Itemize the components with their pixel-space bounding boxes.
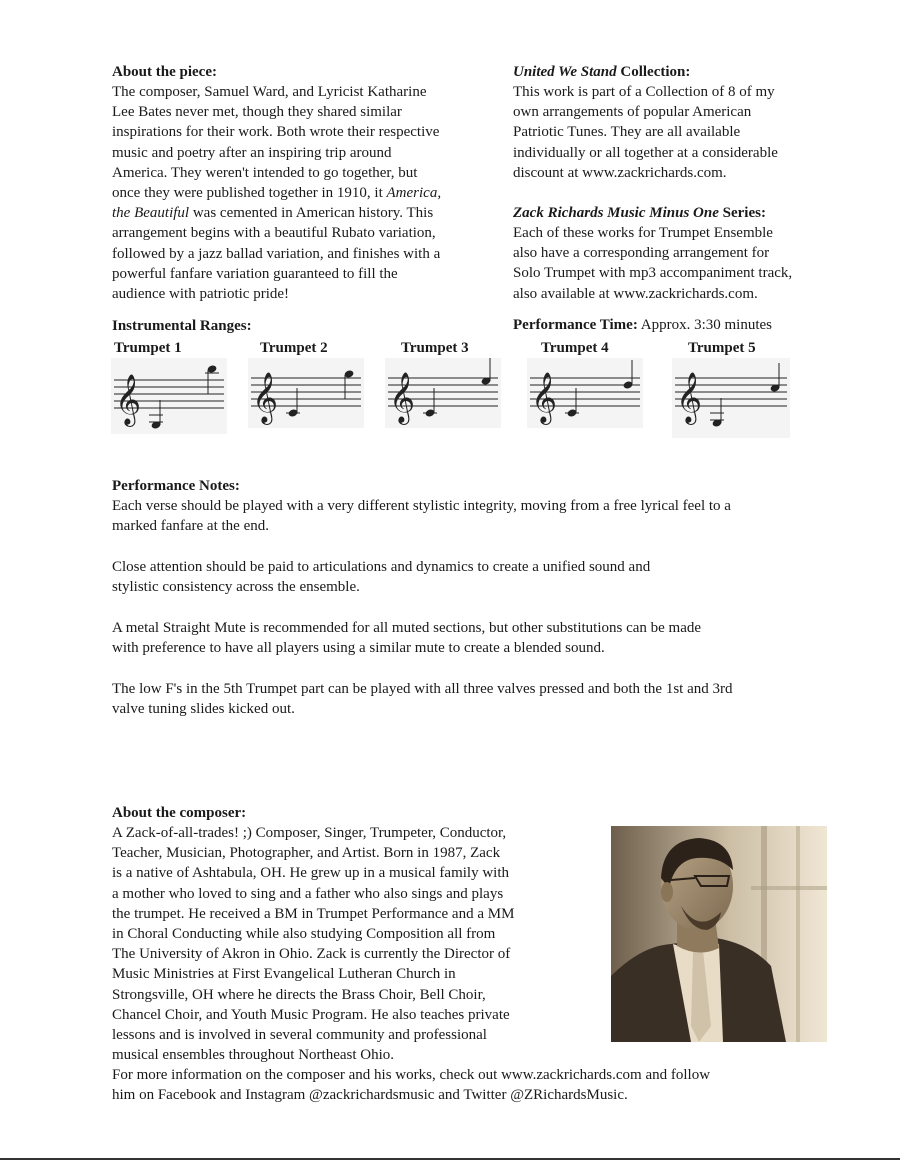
composer-line: Teacher, Musician, Photographer, and Artist. Born in 1987, Zack bbox=[112, 845, 501, 862]
composer-line: musical ensembles throughout Northeast Ohio. bbox=[112, 1047, 395, 1064]
collection-line: individually or all together at a considerable bbox=[513, 144, 778, 161]
composer-line: is a native of Ashtabula, OH. He grew up in a musical family with bbox=[112, 865, 509, 882]
performance-note-line: The low F's in the 5th Trumpet part can be played with all three valves pressed and both the 1st and 3rd bbox=[112, 680, 733, 697]
trumpet-2-label: Trumpet 2 bbox=[260, 340, 328, 356]
trumpet-4-label: Trumpet 4 bbox=[541, 340, 609, 356]
collection-line: This work is part of a Collection of 8 of my bbox=[513, 84, 775, 100]
about-piece-line: arrangement begins with a beautiful Rubato variation, bbox=[112, 225, 436, 242]
performance-note bbox=[112, 679, 872, 719]
svg-text:𝄞: 𝄞 bbox=[676, 372, 703, 423]
performance-note-line: valve tuning slides kicked out. bbox=[112, 700, 295, 717]
svg-text:𝄞: 𝄞 bbox=[115, 374, 142, 425]
performance-note-line: stylistic consistency across the ensemble. bbox=[112, 579, 360, 596]
composer-line: Chancel Choir, and Youth Music Program. He also teaches private bbox=[112, 1006, 510, 1023]
composer-line: The University of Akron in Ohio. Zack is currently the Director of bbox=[112, 946, 511, 963]
trumpet-5-label: Trumpet 5 bbox=[688, 340, 756, 356]
song-title: the Beautiful bbox=[112, 205, 190, 222]
about-piece-text: once they were published together in 1910, it bbox=[112, 185, 387, 202]
composer-line: the trumpet. He received a BM in Trumpet Performance and a MM bbox=[112, 905, 515, 922]
about-piece-line: inspirations for their work. Both wrote their respective bbox=[112, 124, 440, 141]
song-title: America, bbox=[386, 185, 442, 202]
performance-note-line: Each verse should be played with a very different stylistic integrity, moving from a free lyrical feel to a bbox=[112, 498, 731, 514]
trumpet-5-range-staff bbox=[672, 358, 790, 438]
composer-line: Music Ministries at First Evangelical Lutheran Church in bbox=[112, 966, 456, 983]
series-line: also available at www.zackrichards.com. bbox=[513, 285, 758, 302]
ranges-heading: Instrumental Ranges: bbox=[112, 318, 252, 335]
collection-title: United We Stand bbox=[513, 64, 617, 80]
series-line: Each of these works for Trumpet Ensemble bbox=[513, 225, 773, 242]
composer-line: in Choral Conducting while also studying Composition all from bbox=[112, 926, 496, 943]
composer-footer-line: him on Facebook and Instagram @zackrichardsmusic and Twitter @ZRichardsMusic. bbox=[112, 1087, 628, 1104]
collection-heading bbox=[513, 62, 843, 82]
trumpet-1-range-staff bbox=[111, 358, 227, 434]
performance-note-line: Close attention should be paid to articulations and dynamics to create a unified sound and bbox=[112, 558, 651, 575]
performance-note-line: with preference to have all players using a similar mute to create a blended sound. bbox=[112, 640, 605, 657]
collection-heading-rest: Collection: bbox=[616, 64, 691, 80]
series-line: Solo Trumpet with mp3 accompaniment track, bbox=[513, 265, 793, 282]
about-piece-line: audience with patriotic pride! bbox=[112, 286, 290, 303]
about-piece-line: music and poetry after an inspiring trip around bbox=[112, 144, 392, 161]
collection-line: Patriotic Tunes. They are all available bbox=[513, 124, 741, 141]
performance-time bbox=[513, 315, 843, 335]
collection-section bbox=[513, 62, 843, 335]
series-heading-rest: Series: bbox=[718, 205, 766, 222]
about-piece-line: followed by a jazz ballad variation, and finishes with a bbox=[112, 245, 441, 262]
about-piece-line: Lee Bates never met, though they shared similar bbox=[112, 104, 402, 121]
composer-line: lessons and is involved in several community and professional bbox=[112, 1027, 487, 1044]
collection-line: own arrangements of popular American bbox=[513, 104, 752, 121]
about-composer-section bbox=[112, 803, 592, 1065]
performance-note bbox=[112, 557, 872, 597]
performance-time-label: Performance Time: bbox=[513, 316, 638, 333]
about-piece-heading: About the piece: bbox=[112, 64, 217, 80]
composer-footer-line: For more information on the composer and his works, check out www.zackrichards.com and follow bbox=[112, 1067, 711, 1083]
composer-footer bbox=[112, 1065, 872, 1105]
series-title: Zack Richards Music Minus One bbox=[513, 205, 719, 222]
trumpet-2-range-staff bbox=[248, 358, 364, 428]
performance-note-line: A metal Straight Mute is recommended for all muted sections, but other substitutions can be made bbox=[112, 619, 702, 636]
trumpet-1-label: Trumpet 1 bbox=[114, 340, 182, 356]
svg-text:𝄞: 𝄞 bbox=[531, 372, 558, 423]
performance-note-line: marked fanfare at the end. bbox=[112, 518, 269, 535]
performance-note bbox=[112, 618, 872, 658]
performance-note bbox=[112, 496, 872, 536]
composer-photo bbox=[611, 826, 827, 1042]
svg-text:𝄞: 𝄞 bbox=[252, 372, 279, 423]
about-piece-line: America. They weren't intended to go together, but bbox=[112, 164, 418, 181]
about-composer-heading: About the composer: bbox=[112, 805, 247, 821]
trumpet-3-label: Trumpet 3 bbox=[401, 340, 469, 356]
composer-line: a mother who loved to sing and a father who also sings and plays bbox=[112, 885, 504, 902]
trumpet-4-range-staff bbox=[527, 358, 643, 428]
about-piece-line bbox=[112, 203, 504, 223]
performance-notes-heading: Performance Notes: bbox=[112, 478, 240, 494]
series-line: also have a corresponding arrangement for bbox=[513, 245, 770, 262]
series-heading bbox=[513, 203, 843, 223]
about-piece-text: was cemented in American history. This bbox=[189, 205, 434, 222]
page-bottom-rule bbox=[0, 1158, 900, 1160]
performance-time-value: Approx. 3:30 minutes bbox=[637, 316, 772, 333]
composer-line: Strongsville, OH where he directs the Brass Choir, Bell Choir, bbox=[112, 986, 486, 1003]
composer-line: A Zack-of-all-trades! ;) Composer, Singer, Trumpeter, Conductor, bbox=[112, 825, 507, 841]
about-piece-line: The composer, Samuel Ward, and Lyricist Katharine bbox=[112, 84, 427, 100]
svg-text:𝄞: 𝄞 bbox=[389, 372, 416, 423]
collection-line: discount at www.zackrichards.com. bbox=[513, 164, 727, 181]
performance-notes-section bbox=[112, 476, 872, 740]
about-piece-section bbox=[112, 62, 504, 336]
about-piece-line bbox=[112, 183, 504, 203]
about-piece-line: powerful fanfare variation guaranteed to fill the bbox=[112, 265, 398, 282]
trumpet-3-range-staff bbox=[385, 358, 501, 428]
